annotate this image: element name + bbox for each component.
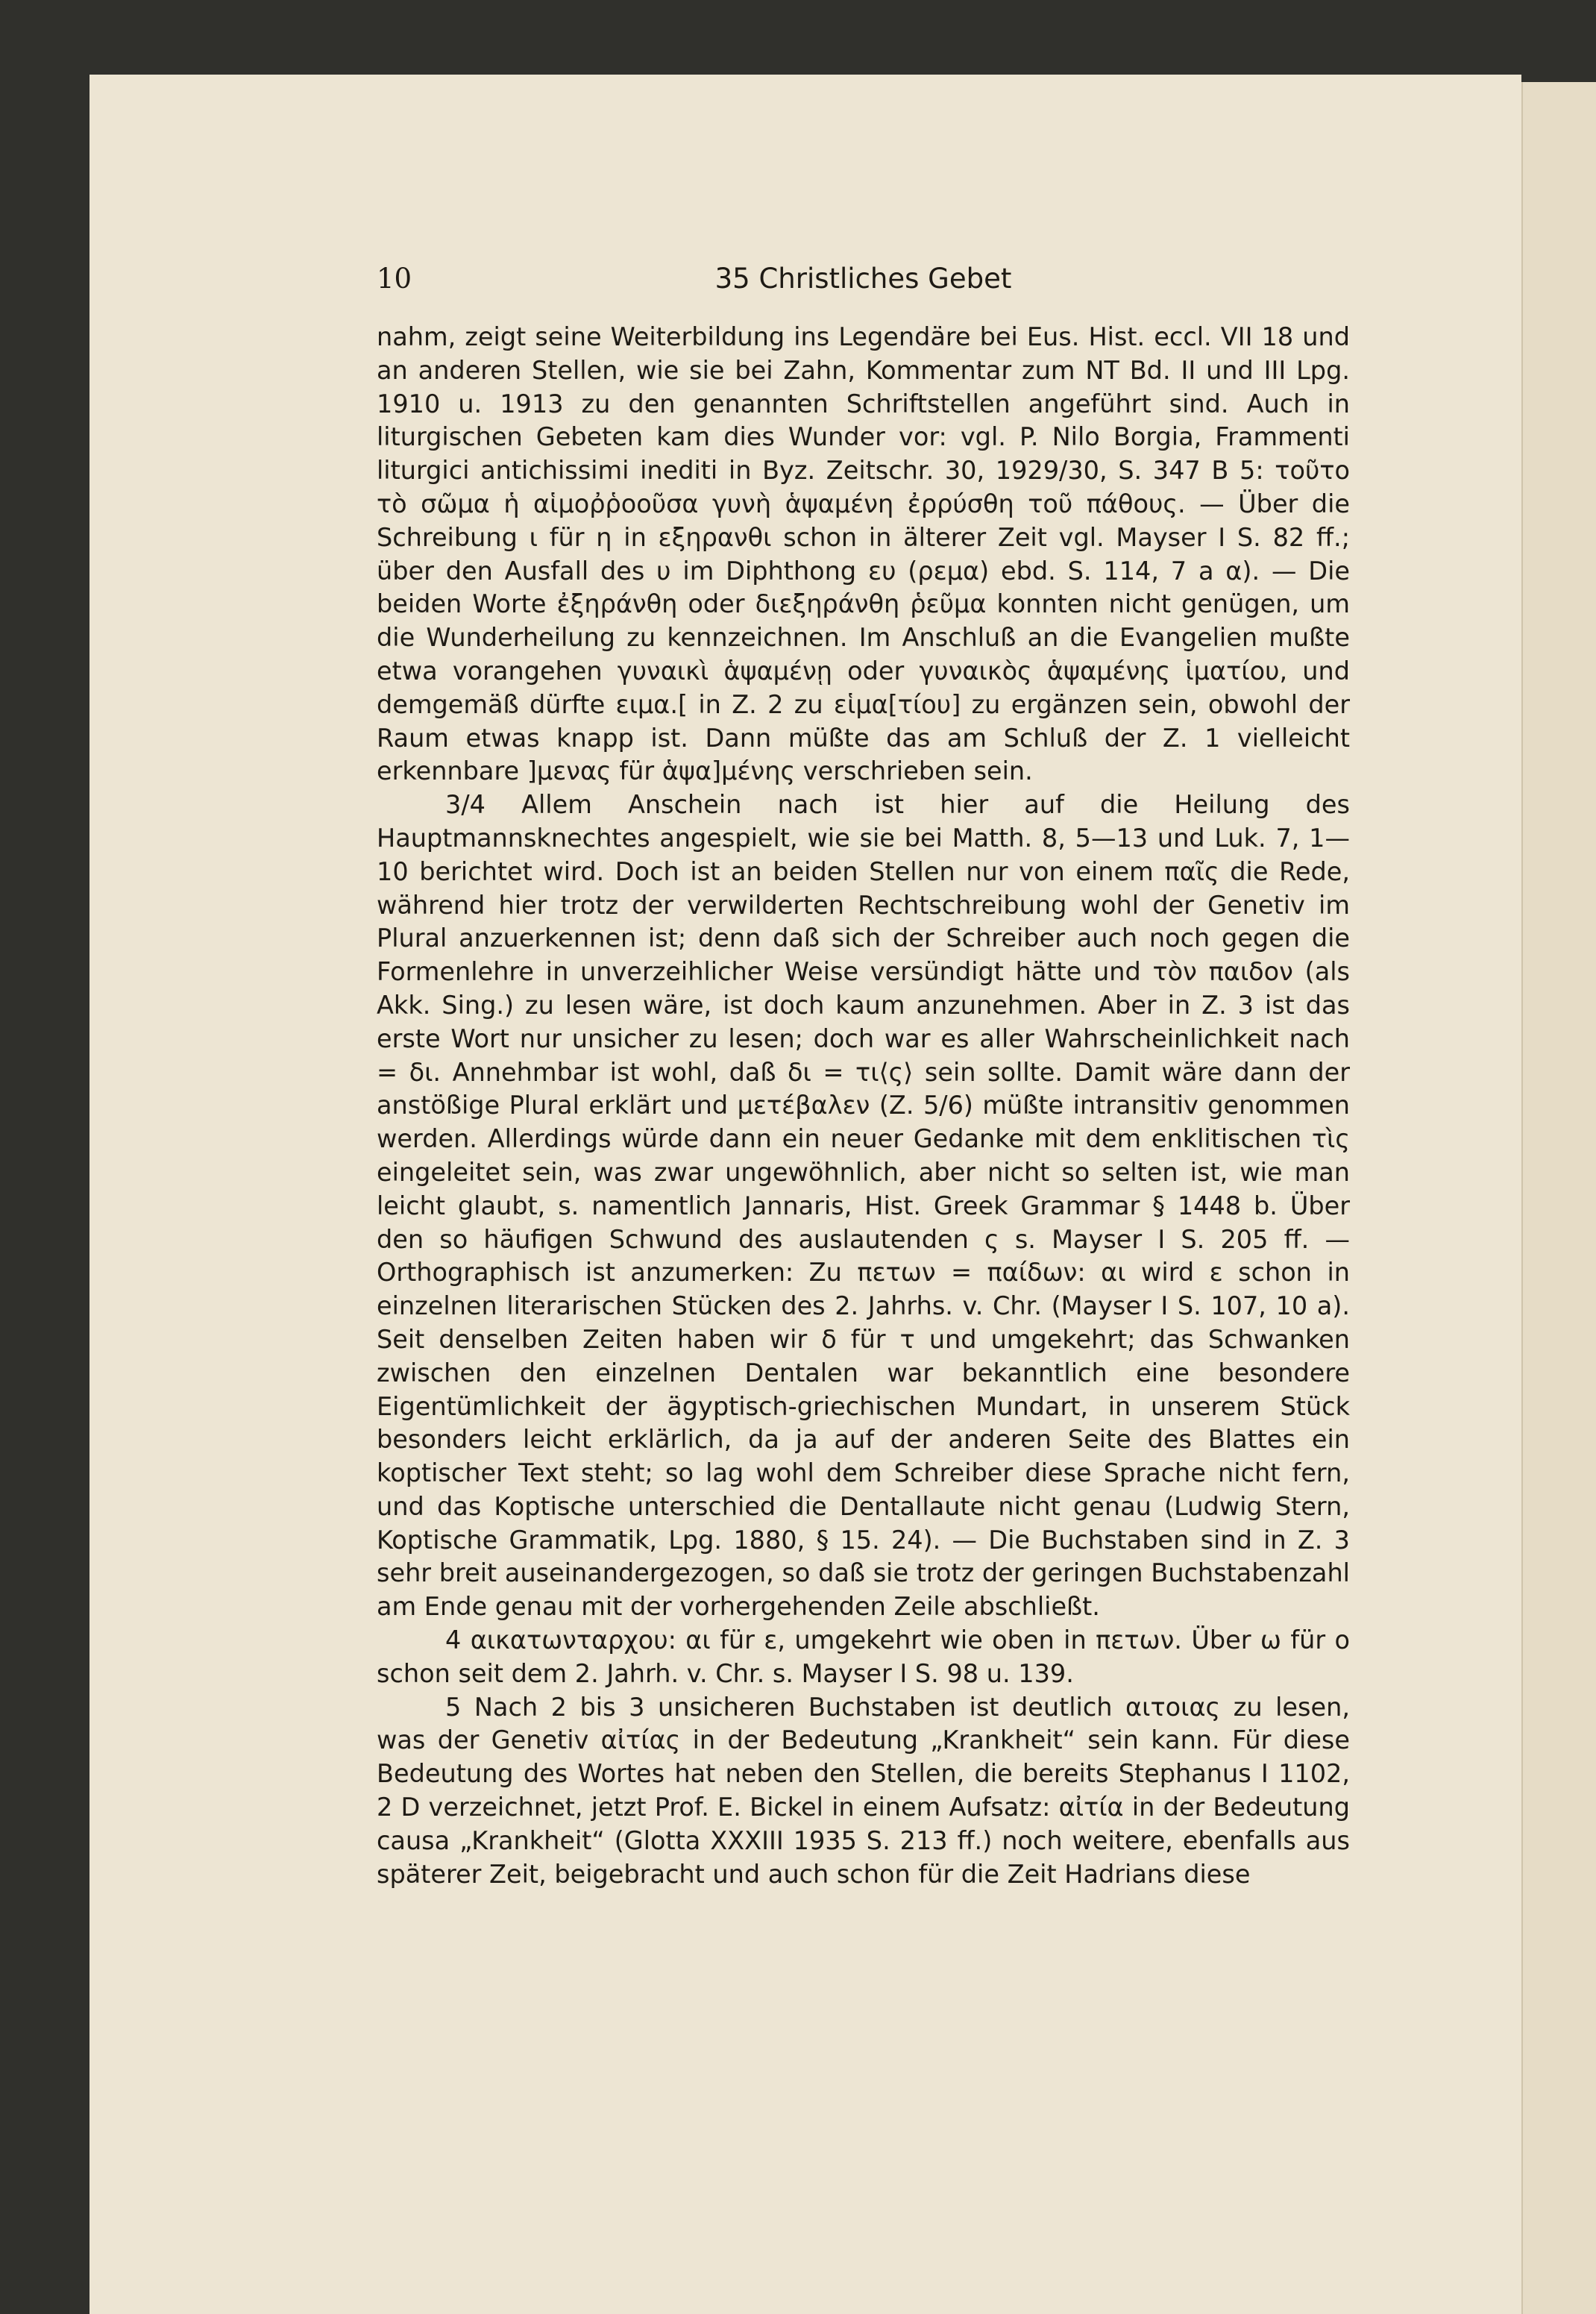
paragraph: 3/4 Allem Anschein nach ist hier auf die Heilung des Hauptmannsknechtes angespielt, wie sie bei Matth. 8, 5—13 und Luk. 7, 1—10 berichtet wird. Doch ist an beiden Stellen nur von einem παῖς die Rede, während hier trotz der verwilderten Rechtschreibung wohl der Genetiv im Plural anzuerkennen ist; denn daß sich der Schreiber auch noch gegen die Formenlehre in unverzeihlicher Weise versündigt hätte und τὸν παιδον (als Akk. Sing.) zu lesen wäre, ist doch kaum anzunehmen. Aber in Z. 3 ist das erste Wort nur unsicher zu lesen; doch war es aller Wahrscheinlichkeit nach = δι. Annehmbar ist wohl, daß δι = τι⟨ς⟩ sein sollte. Damit wäre dann der anstößige Plural erklärt und μετέβαλεν (Z. 5/6) müßte intransitiv genommen werden. Allerdings würde dann ein neuer Gedanke mit dem enklitischen τὶς eingeleitet sein, was zwar ungewöhnlich, aber nicht so selten ist, wie man leicht glaubt, s. namentlich Jannaris, Hist. Greek Grammar § 1448 b. Über den so häufigen Schwund des auslautenden ς s. Mayser I S. 205 ff. — Orthographisch ist anzumerken: Zu πετων = παίδων: αι wird ε schon in einzelnen literarischen Stücken des 2. Jahrhs. v. Chr. (Mayser I S. 107, 10 a). Seit denselben Zeiten haben wir δ für τ und umgekehrt; das Schwanken zwischen den einzelnen Dentalen war bekanntlich eine besondere Eigentümlichkeit der ägyptisch-griechischen Mundart, in unserem Stück besonders leicht erklärlich, da ja auf der anderen Seite des Blattes ein koptischer Text steht; so lag wohl dem Schreiber diese Sprache nicht fern, und das Koptische unterschied die Dentallaute nicht genau (Ludwig Stern, Koptische Grammatik, Lpg. 1880, § 15. 24). — Die Buchstaben sind in Z. 3 sehr breit auseinandergezogen, so daß sie trotz der geringen Buchstabenzahl am Ende genau mit der vorhergehenden Zeile abschließt. [377,790,1350,1622]
paragraph: 4 αικατωνταρχου: αι für ε, umgekehrt wie oben in πετων. Über ω für ο schon seit dem 2. Jahrh. v. Chr. s. Mayser I S. 98 u. 139. [377,1625,1350,1688]
running-head: 35 Christliches Gebet [714,263,1012,295]
page-number: 10 [377,263,412,295]
facing-page-edge [1521,82,1596,2314]
paragraph: nahm, zeigt seine Weiterbildung ins Legendäre bei Eus. Hist. eccl. VII 18 und an anderen Stellen, wie sie bei Zahn, Kommentar zum NT Bd. II und III Lpg. 1910 u. 1913 zu den genannten Schriftstellen angeführt sind. Auch in liturgischen Gebeten kam dies Wunder vor: vgl. P. Nilo Borgia, Frammenti liturgici antichissimi inediti in Byz. Zeitschr. 30, 1929/30, S. 347 B 5: τοῦτο τὸ σῶμα ἡ αἱμοῤῥοοῦσα γυνὴ ἁψαμένη ἐρρύσθη τοῦ πάθους. — Über die Schreibung ι für η in εξηρανθι schon in älterer Zeit vgl. Mayser I S. 82 ff.; über den Ausfall des υ im Diphthong ευ (ρεμα) ebd. S. 114, 7 a α). — Die beiden Worte ἐξηράνθη oder διεξηράνθη ῥεῦμα konnten nicht genügen, um die Wunderheilung zu kennzeichnen. Im Anschluß an die Evangelien mußte etwa vorangehen γυναικὶ ἁψαμένῃ oder γυναικὸς ἁψαμένης ἱματίου, und demgemäß dürfte ειμα.[ in Z. 2 zu εἱμα[τίου] zu ergänzen sein, obwohl der Raum etwas knapp ist. Dann müßte das am Schluß der Z. 1 vielleicht erkennbare ]μενας für ἁψα]μένης verschrieben sein. [377,322,1350,786]
page-header [377,263,1350,300]
body-text [377,321,1350,1891]
paragraph: 5 Nach 2 bis 3 unsicheren Buchstaben ist deutlich αιτοιας zu lesen, was der Genetiv αἰτίας in der Bedeutung „Krankheit“ sein kann. Für diese Bedeutung des Wortes hat neben den Stellen, die bereits Stephanus I 1102, 2 D verzeichnet, jetzt Prof. E. Bickel in einem Aufsatz: αἰτία in der Bedeutung causa „Krankheit“ (Glotta XXXIII 1935 S. 213 ff.) noch weitere, ebenfalls aus späterer Zeit, beigebracht und auch schon für die Zeit Hadrians diese [377,1692,1350,1889]
